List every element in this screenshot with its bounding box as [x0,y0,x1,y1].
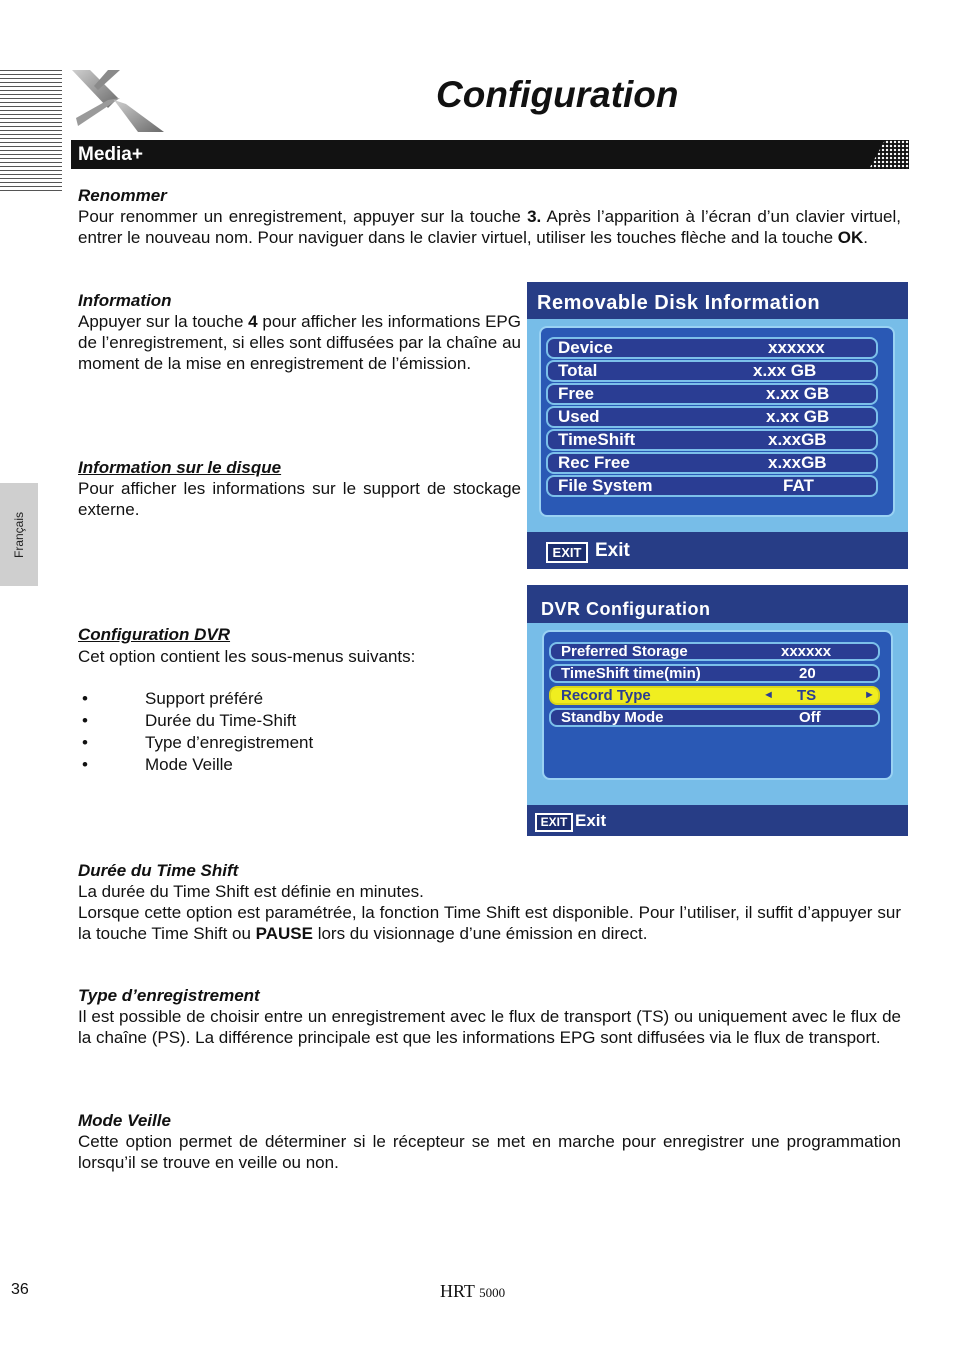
dvr-row-standby-mode: Standby Mode Off [549,708,880,727]
timeshift-heading: Durée du Time Shift [78,861,239,880]
disque-text: Pour afficher les informations sur le support de stockage externe. [78,479,521,519]
section-bar-pattern [869,140,909,169]
type-enreg-text: Il est possible de choisir entre un enregistrement avec le flux de transport (TS) ou uniquement avec le flux de la chaîne (PS). La différence principale est que les informations EPG sont diffusées via le flux de transport. [78,1007,901,1047]
exit-key-icon: EXIT [535,813,573,832]
left-arrow-icon: ◄ [763,689,774,701]
disk-row-used: Used x.xx GB [546,406,878,428]
dvr-config-list [542,630,893,780]
disk-info-title: Removable Disk Information [537,292,821,314]
list-item: Durée du Time-Shift [145,711,297,730]
language-tab-label: Français [12,511,26,558]
exit-label: Exit [575,811,607,830]
disk-row-timeshift: TimeShift x.xxGB [546,429,878,451]
brand-logo [68,68,168,134]
disk-info-list [539,326,895,517]
disk-info-panel [527,319,908,532]
list-item: Support préféré [145,689,264,708]
dvr-config-panel [527,623,908,805]
disk-row-file-system: File System FAT [546,475,878,497]
disk-row-total: Total x.xx GB [546,360,878,382]
footer-model: HRT 5000 [440,1281,506,1301]
bullet-dot: • [82,711,88,730]
renommer-heading: Renommer [78,186,167,205]
timeshift-text-1: La durée du Time Shift est définie en minutes. [78,882,424,901]
list-item: Type d’enregistrement [145,733,314,752]
page-title: Configuration [436,74,679,115]
language-tab [0,483,38,586]
disk-row-rec-free: Rec Free x.xxGB [546,452,878,474]
information-heading: Information [78,291,172,310]
dvr-row-preferred-storage: Preferred Storage xxxxxx [549,642,880,661]
type-enreg-heading: Type d’enregistrement [78,986,260,1005]
disk-row-free: Free x.xx GB [546,383,878,405]
dvr-row-timeshift-time: TimeShift time(min) 20 [549,664,880,683]
veille-text: Cette option permet de déterminer si le récepteur se met en marche pour enregistrer une programmation lorsqu’il se trouve en veille ou non. [78,1132,901,1172]
timeshift-text-2: Lorsque cette option est paramétrée, la fonction Time Shift est disponible. Pour l’utiliser, il suffit d’appuyer sur la touche Time Shift ou PAUSE lors du visionnage d’une émission en direct. [78,903,901,943]
dvr-config-title: DVR Configuration [541,599,711,619]
dvr-heading: Configuration DVR [78,625,231,644]
right-arrow-icon: ► [864,689,875,701]
information-text: Appuyer sur la touche 4 pour afficher les informations EPG de l’enregistrement, si elles sont diffusées par la chaîne au moment de la mise en enregistrement de l’émission. [78,312,521,373]
bullet-dot: • [82,733,88,752]
exit-key-icon: EXIT [546,542,588,563]
page-number: 36 [11,1281,29,1298]
disk-row-device: Device xxxxxx [546,337,878,359]
veille-heading: Mode Veille [78,1111,171,1130]
renommer-text: Pour renommer un enregistrement, appuyer sur la touche 3. Après l’apparition à l’écran d’un clavier virtuel, entrer le nouveau nom. Pour naviguer dans le clavier virtuel, utiliser les touches flèche and la touche OK. [78,207,901,247]
bullet-dot: • [82,689,88,708]
bullet-dot: • [82,755,88,774]
section-header-bar [71,140,909,169]
dvr-config-screenshot [527,585,908,836]
dvr-bullet-list [82,689,522,779]
disk-info-screenshot [527,282,908,569]
side-decoration-lines [0,70,62,194]
section-title: Media+ [78,144,143,165]
exit-label: Exit [595,540,630,561]
list-item: Mode Veille [145,755,233,774]
dvr-text: Cet option contient les sous-menus suivants: [78,647,416,666]
dvr-row-record-type: Record Type ◄ TS ► [549,686,880,705]
disque-heading: Information sur le disque [78,458,282,477]
